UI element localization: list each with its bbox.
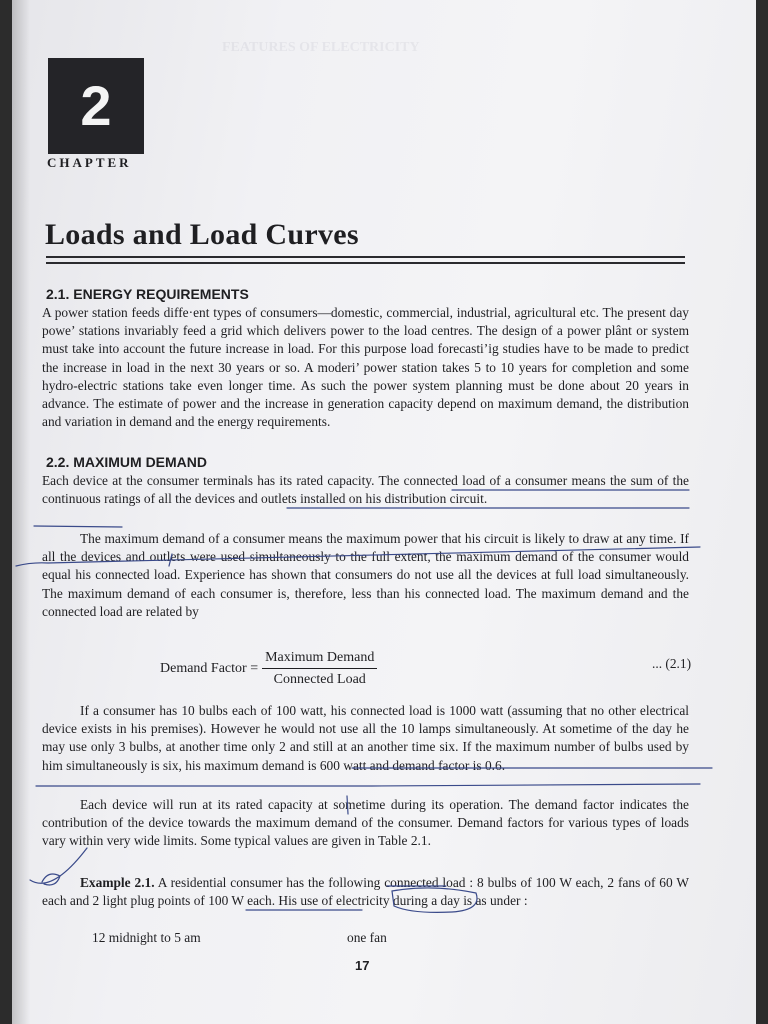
circle-100w-each bbox=[392, 888, 477, 912]
underline-circuit bbox=[34, 526, 122, 527]
underline-draw-at-any-time bbox=[16, 547, 700, 566]
example-text: A residential consumer has the following connected load : 8 bulbs of 100 W each, 2 fans of 60 W each and 2 light plug points of 100 W each. His use of electricity during a day is as under : bbox=[42, 875, 690, 909]
chapter-title: Loads and Load Curves bbox=[45, 218, 359, 251]
pen-annotations bbox=[12, 0, 756, 1024]
tick-table bbox=[30, 848, 87, 883]
paragraph-connected-load: Each device at the consumer terminals has its rated capacity. The connected load of a consumer means the sum of the continuous ratings of all the devices and outlets installed on his distribution circuit. bbox=[42, 473, 689, 507]
paragraph-bulbs-example: If a consumer has 10 bulbs each of 100 watt, his connected load is 1000 watt (assuming that no other electrical device exists in his premises). However he would not use all the 10 lamps simultaneously. At sometime of the day he may use only 3 bulbs, at another time only 2 and still at an another time six. If the maximum number of bulbs used by him simultaneously is six, his maximum demand is 600 watt and demand factor is 0.6. bbox=[42, 703, 689, 773]
paragraph-device-rated-capacity: Each device will run at its rated capacity at sometime during its operation. The demand factor indicates the contribution of the device towards the maximum demand of the consumer. Demand factors for various types of loads vary within very wide limits. Some typical values are given in Table 2.1. bbox=[42, 797, 689, 849]
underline-maximum-demand bbox=[36, 784, 700, 786]
paragraph-energy-requirements: A power station feeds diffe·ent types of consumers—domestic, commercial, industrial, agricultural etc. The present day powe’ stations invariably feed a grid which delivers power to the load centres. The design of a power plânt or system must take into account the future increase in load. For this purpose load forecasti’ig studies have to be made to predict the increase in load in the next 30 years or so. A moderi’ power station takes 5 to 10 years for completion and some hydro-electric stations take even longer time. As such the power system planning must be done about 20 years in advance. The estimate of power and the increase in generation capacity depend on maximum demand, the distribution and variation in demand and the energy requirements. bbox=[42, 305, 689, 430]
schedule-time: 12 midnight to 5 am bbox=[92, 930, 201, 945]
example-label: Example 2.1. bbox=[80, 875, 155, 890]
formula-numerator: Maximum Demand bbox=[262, 650, 377, 669]
chapter-number-box: 2 bbox=[48, 58, 144, 154]
paragraph-maximum-demand: The maximum demand of a consumer means the maximum power that his circuit is likely to draw at any time. If all the devices and outlets were used simultaneously to the full extent, the maximum demand of the consumer would equal his connected load. Experience has shown that consumers do not use all the devices at full load simultaneously. The maximum demand of each consumer is, therefore, less than his connected load. The maximum demand and the connected load are related by bbox=[42, 531, 689, 619]
section-heading-energy: 2.1. ENERGY REQUIREMENTS bbox=[46, 286, 249, 302]
formula-lhs: Demand Factor = bbox=[160, 661, 259, 676]
formula-denominator: Connected Load bbox=[273, 672, 366, 687]
schedule-load: one fan bbox=[347, 930, 387, 945]
chapter-label: CHAPTER bbox=[47, 155, 132, 170]
equation-number: ... (2.1) bbox=[652, 656, 692, 671]
page-number: 17 bbox=[355, 958, 370, 973]
bleed-through-text: FEATURES OF ELECTRICITY bbox=[222, 40, 420, 55]
section-heading-maximum-demand: 2.2. MAXIMUM DEMAND bbox=[46, 454, 208, 470]
mark-at-sometime bbox=[347, 796, 348, 814]
textbook-page bbox=[12, 0, 756, 1024]
